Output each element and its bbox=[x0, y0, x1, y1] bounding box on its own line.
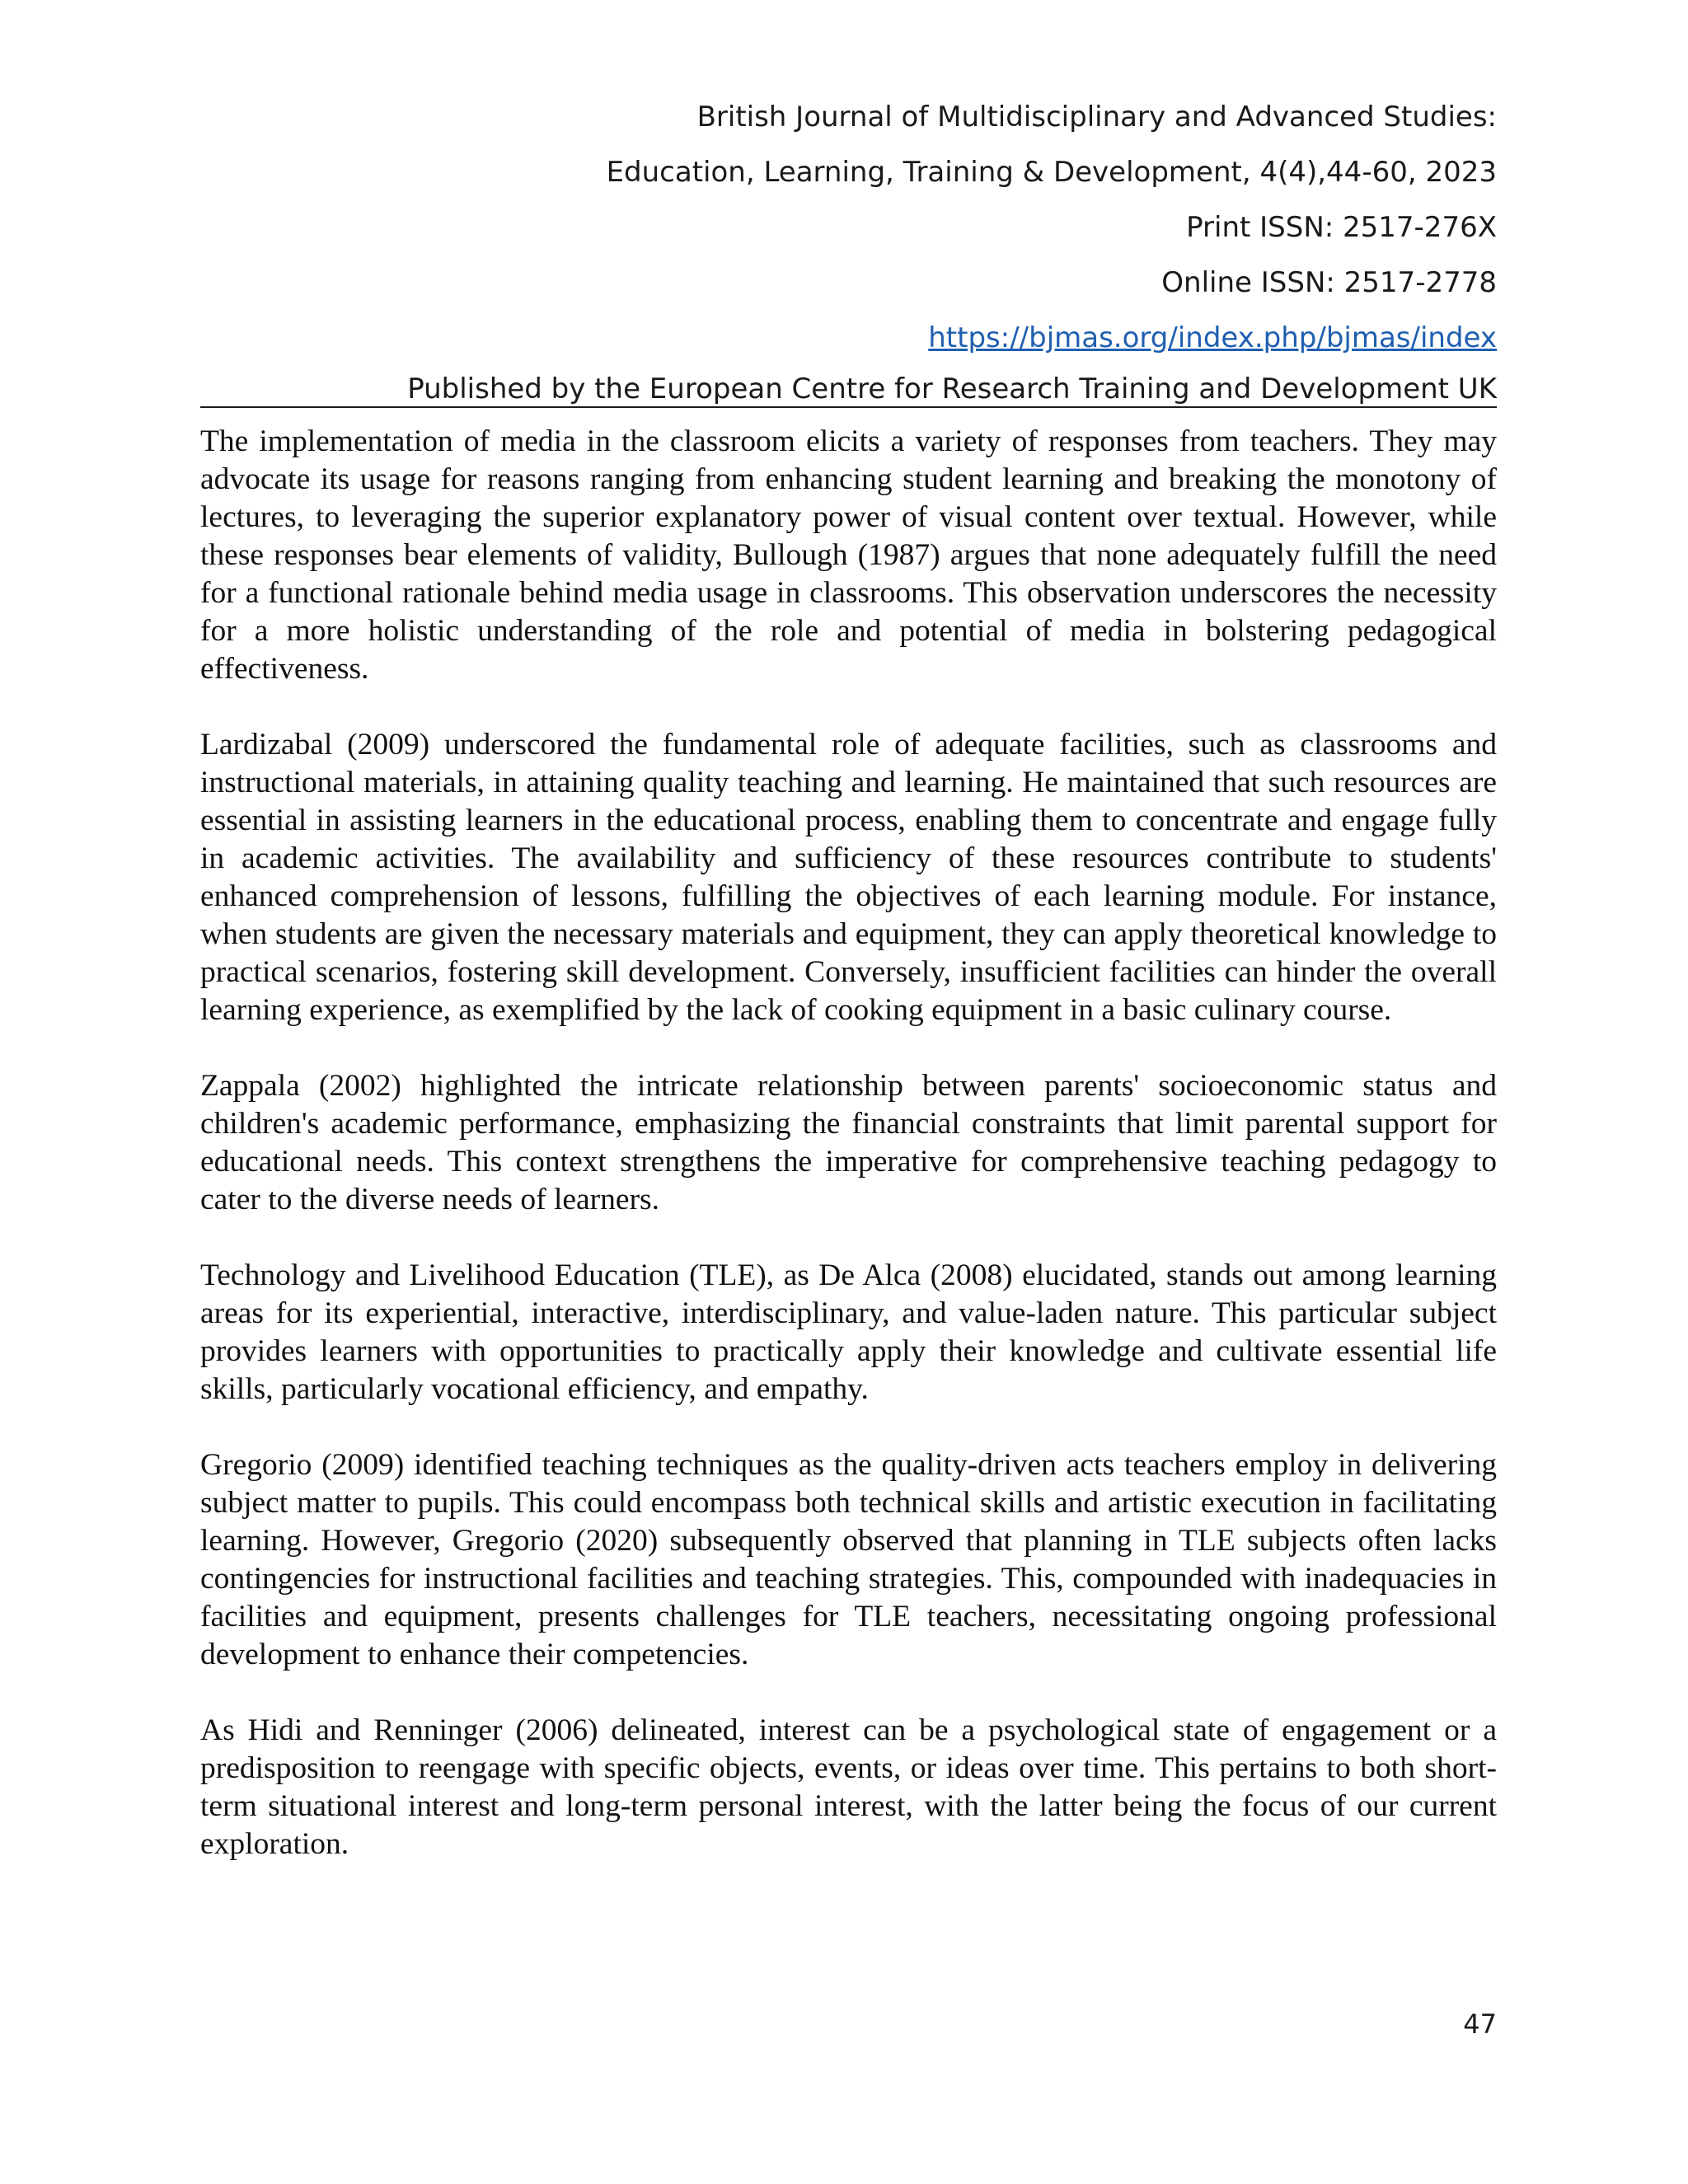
page-number: 47 bbox=[1463, 2008, 1497, 2040]
paragraph-media: The implementation of media in the classroom elicits a variety of responses from teachers. They may advocate its usage for reasons ranging from enhancing student learning and breaking the monotony of lectures, to leveraging the superior explanatory power of visual content over textual. However, while these responses bear elements of validity, Bullough (1987) argues that none adequately fulfill the need for a functional rationale behind media usage in classrooms. This observation underscores the necessity for a more holistic understanding of the role and potential of media in bolstering pedagogical effectiveness. bbox=[200, 424, 1497, 686]
article-body bbox=[200, 423, 1497, 1901]
paragraph-hidi-renninger: As Hidi and Renninger (2006) delineated, interest can be a psychological state of engagement or a predisposition to reengage with specific objects, events, or ideas over time. This pertains to both short-term situational interest and long-term personal interest, with the latter being the focus of our current exploration. bbox=[200, 1713, 1497, 1861]
journal-url-link[interactable]: https://bjmas.org/index.php/bjmas/index bbox=[928, 321, 1497, 354]
online-issn: Online ISSN: 2517-2778 bbox=[1161, 266, 1497, 299]
journal-title: British Journal of Multidisciplinary and Advanced Studies: bbox=[696, 101, 1497, 134]
journal-url-line bbox=[200, 313, 1497, 368]
journal-subtitle: Education, Learning, Training & Development, 4(4),44-60, 2023 bbox=[606, 156, 1497, 189]
paragraph-zappala: Zappala (2002) highlighted the intricate relationship between parents' socioeconomic status and children's academic performance, emphasizing the financial constraints that limit parental support for educational needs. This context strengthens the imperative for comprehensive teaching pedagogy to cater to the diverse needs of learners. bbox=[200, 1069, 1497, 1216]
paragraph-gregorio: Gregorio (2009) identified teaching techniques as the quality-driven acts teachers employ in delivering subject matter to pupils. This could encompass both technical skills and artistic execution in facilitating learning. However, Gregorio (2020) subsequently observed that planning in TLE subjects often lacks contingencies for instructional facilities and teaching strategies. This, compounded with inadequacies in facilities and equipment, presents challenges for TLE teachers, necessitating ongoing professional development to enhance their competencies. bbox=[200, 1448, 1497, 1671]
publisher-line bbox=[200, 368, 1497, 411]
paragraph-lardizabal: Lardizabal (2009) underscored the fundamental role of adequate facilities, such as classrooms and instructional materials, in attaining quality teaching and learning. He maintained that such resources are essential in assisting learners in the educational process, enabling them to concentrate and engage fully in academic activities. The availability and sufficiency of these resources contribute to students' enhanced comprehension of lessons, fulfilling the objectives of each learning module. For instance, when students are given the necessary materials and equipment, they can apply theoretical knowledge to practical scenarios, fostering skill development. Conversely, insufficient facilities can hinder the overall learning experience, as exemplified by the lack of cooking equipment in a basic culinary course. bbox=[200, 728, 1497, 1027]
print-issn: Print ISSN: 2517-276X bbox=[1186, 211, 1497, 244]
journal-header bbox=[200, 92, 1497, 411]
header-rule bbox=[200, 406, 1497, 408]
publisher-text: Published by the European Centre for Research Training and Development UK bbox=[407, 373, 1497, 405]
paragraph-tle: Technology and Livelihood Education (TLE), as De Alca (2008) elucidated, stands out among learning areas for its experiential, interactive, interdisciplinary, and value-laden nature. This particular subject provides learners with opportunities to practically apply their knowledge and cultivate essential life skills, particularly vocational efficiency, and empathy. bbox=[200, 1258, 1497, 1406]
